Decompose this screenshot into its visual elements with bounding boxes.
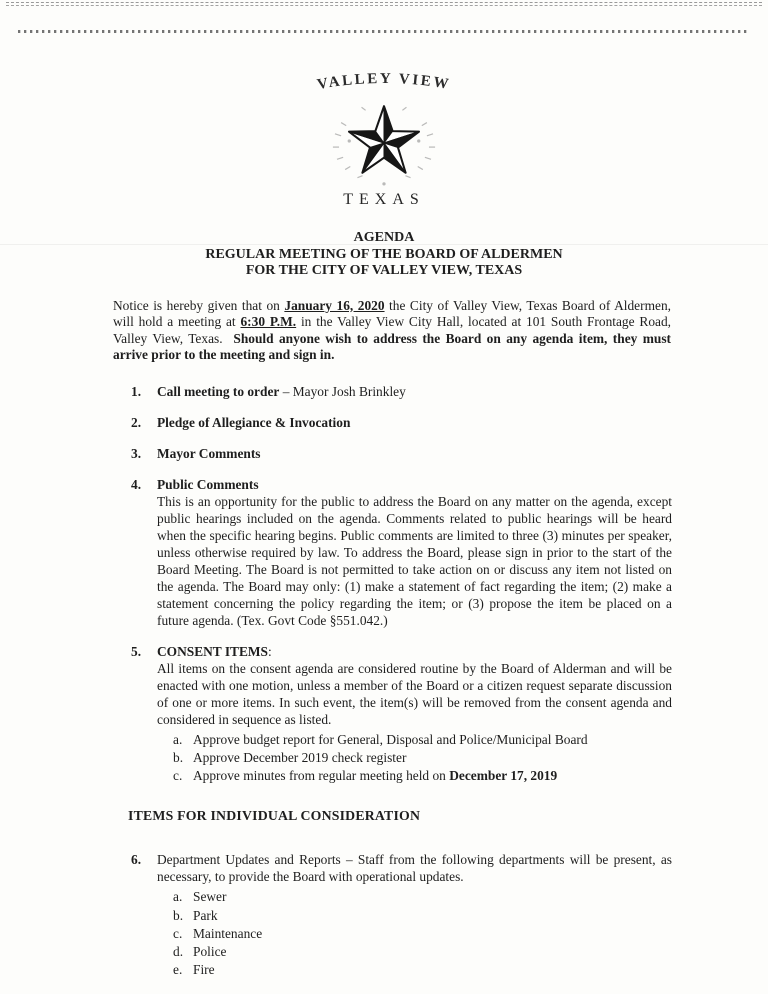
sub-item-letter: b. <box>173 907 184 923</box>
text-run: Approve December 2019 check register <box>193 750 407 766</box>
text-run: Approve budget report for General, Disposal and Police/Municipal Board <box>193 731 588 747</box>
item-paragraph: This is an opportunity for the public to address the Board on any matter on the agenda, except public hearings included on the agenda. Comments related to public hearings will be heard when the specific hearing begins. Public comments are limited to three (3) minutes per speaker, unless otherwise required by law. To address the Board, please sign in prior to the start of the Board Meeting. The Board is not permitted to take action on or discuss any item not listed on the agenda. The Board may only: (1) make a statement of fact regarding the item; (2) make a statement concerning the policy regarding the item; or (3) propose the item be placed on a future agenda. (Tex. Govt Code §551.042.) <box>157 493 672 628</box>
sub-item-b <box>157 907 672 925</box>
sub-item-a <box>157 888 672 906</box>
text-run: Call meeting to order <box>157 383 280 399</box>
item-title <box>157 445 672 462</box>
item-number: 5. <box>131 643 142 659</box>
sub-item-c <box>157 767 672 785</box>
agenda-title: AGENDA <box>353 230 415 245</box>
item-content <box>157 476 672 629</box>
text-run: January 16, 2020 <box>284 297 385 313</box>
city-title: FOR THE CITY OF VALLEY VIEW, TEXAS <box>245 263 523 278</box>
sub-item-letter: a. <box>173 731 183 747</box>
item-number: 3. <box>131 445 142 461</box>
agenda-item-5 <box>113 643 672 786</box>
scan-artifact-streak <box>0 244 768 245</box>
sub-item-letter: e. <box>173 962 183 978</box>
agenda-item-4 <box>113 476 672 629</box>
text-run: Approve minutes from regular meeting held on <box>193 768 450 784</box>
text-run: : <box>268 643 272 659</box>
sub-item-letter: c. <box>173 925 183 941</box>
sub-item-letter: c. <box>173 768 183 784</box>
text-run: Mayor Comments <box>157 445 261 461</box>
sub-item-text <box>193 749 672 767</box>
sub-item-c <box>157 925 672 943</box>
item-title <box>157 383 672 400</box>
text-run: CONSENT ITEMS <box>157 643 269 659</box>
item-content <box>157 643 672 786</box>
sub-item-list <box>157 731 672 786</box>
item-number: 4. <box>131 476 142 492</box>
agenda-item-6 <box>113 851 672 979</box>
text-run: Park <box>193 907 218 923</box>
sub-item-text <box>193 888 672 906</box>
item-content <box>157 851 672 979</box>
item-title <box>157 851 672 885</box>
agenda-items-individual <box>113 851 672 979</box>
logo-arc-text <box>278 68 490 96</box>
sub-item-a <box>157 731 672 749</box>
sub-item-e <box>157 961 672 979</box>
text-run: 6:30 P.M. <box>240 314 297 330</box>
text-run: Fire <box>193 962 215 978</box>
agenda-items-main <box>113 383 672 786</box>
text-run: Notice is hereby given that on <box>113 297 285 313</box>
text-run: Police <box>193 944 227 960</box>
item-title <box>157 643 672 660</box>
text-run: Public Comments <box>157 476 259 492</box>
sub-item-letter: a. <box>173 889 183 905</box>
meeting-notice <box>113 298 671 364</box>
sub-item-text <box>193 731 672 749</box>
item-title <box>157 414 672 431</box>
title-block <box>0 230 768 280</box>
item-number: 6. <box>131 852 142 868</box>
text-run: Maintenance <box>193 925 263 941</box>
logo-arc-text-value: VALLEY VIEW <box>315 70 452 94</box>
agenda-list <box>113 383 672 980</box>
text-run: Department Updates and Reports – Staff from the following departments will be present, as necessary, to provide the Board with operational updates. <box>157 852 672 885</box>
scan-artifact-line-second <box>18 30 748 33</box>
agenda-item-2 <box>113 414 672 431</box>
sub-item-text <box>193 961 672 979</box>
item-content <box>157 445 672 462</box>
svg-text:VALLEY VIEW <box>316 71 452 93</box>
sub-item-letter: d. <box>173 944 184 960</box>
item-paragraph: All items on the consent agenda are considered routine by the Board of Alderman and will be enacted with one motion, unless a member of the Board or a citizen request separate discussion of one or more items. In such event, the item(s) will be removed from the consent agenda and considered in sequence as listed. <box>157 660 672 727</box>
sub-item-letter: b. <box>173 750 184 766</box>
item-number: 1. <box>131 383 142 399</box>
sub-item-text <box>193 767 672 785</box>
text-run: – Mayor Josh Brinkley <box>279 383 406 399</box>
item-content <box>157 383 672 400</box>
item-number: 2. <box>131 414 142 430</box>
logo-texas-text: TEXAS <box>343 191 425 208</box>
sub-item-list <box>157 888 672 979</box>
agenda-item-1 <box>113 383 672 400</box>
sub-item-text <box>193 943 672 961</box>
lone-star-icon <box>322 96 446 190</box>
text-run: Sewer <box>193 889 227 905</box>
sub-item-text <box>193 907 672 925</box>
text-run: December 17, 2019 <box>449 768 558 784</box>
text-run: in the Valley View City Hall, located at 101 South Frontage Road, Valley View, Texas. <box>113 314 672 346</box>
sub-item-b <box>157 749 672 767</box>
section-heading-individual-consideration: ITEMS FOR INDIVIDUAL CONSIDERATION <box>128 808 421 824</box>
text-run: the City of Valley View, Texas Board of Aldermen, will hold a meeting at <box>113 297 671 330</box>
item-content <box>157 414 672 431</box>
text-run: Pledge of Allegiance & Invocation <box>157 414 351 430</box>
item-title <box>157 476 672 493</box>
sub-item-d <box>157 943 672 961</box>
scan-artifact-line-top <box>6 2 762 6</box>
agenda-item-3 <box>113 445 672 462</box>
city-seal-logo <box>274 68 494 209</box>
meeting-title: REGULAR MEETING OF THE BOARD OF ALDERMEN <box>205 246 563 262</box>
text-run: Should anyone wish to address the Board on any agenda item, they must arrive prior to the meeting and sign in. <box>113 330 671 363</box>
sub-item-text <box>193 925 672 943</box>
